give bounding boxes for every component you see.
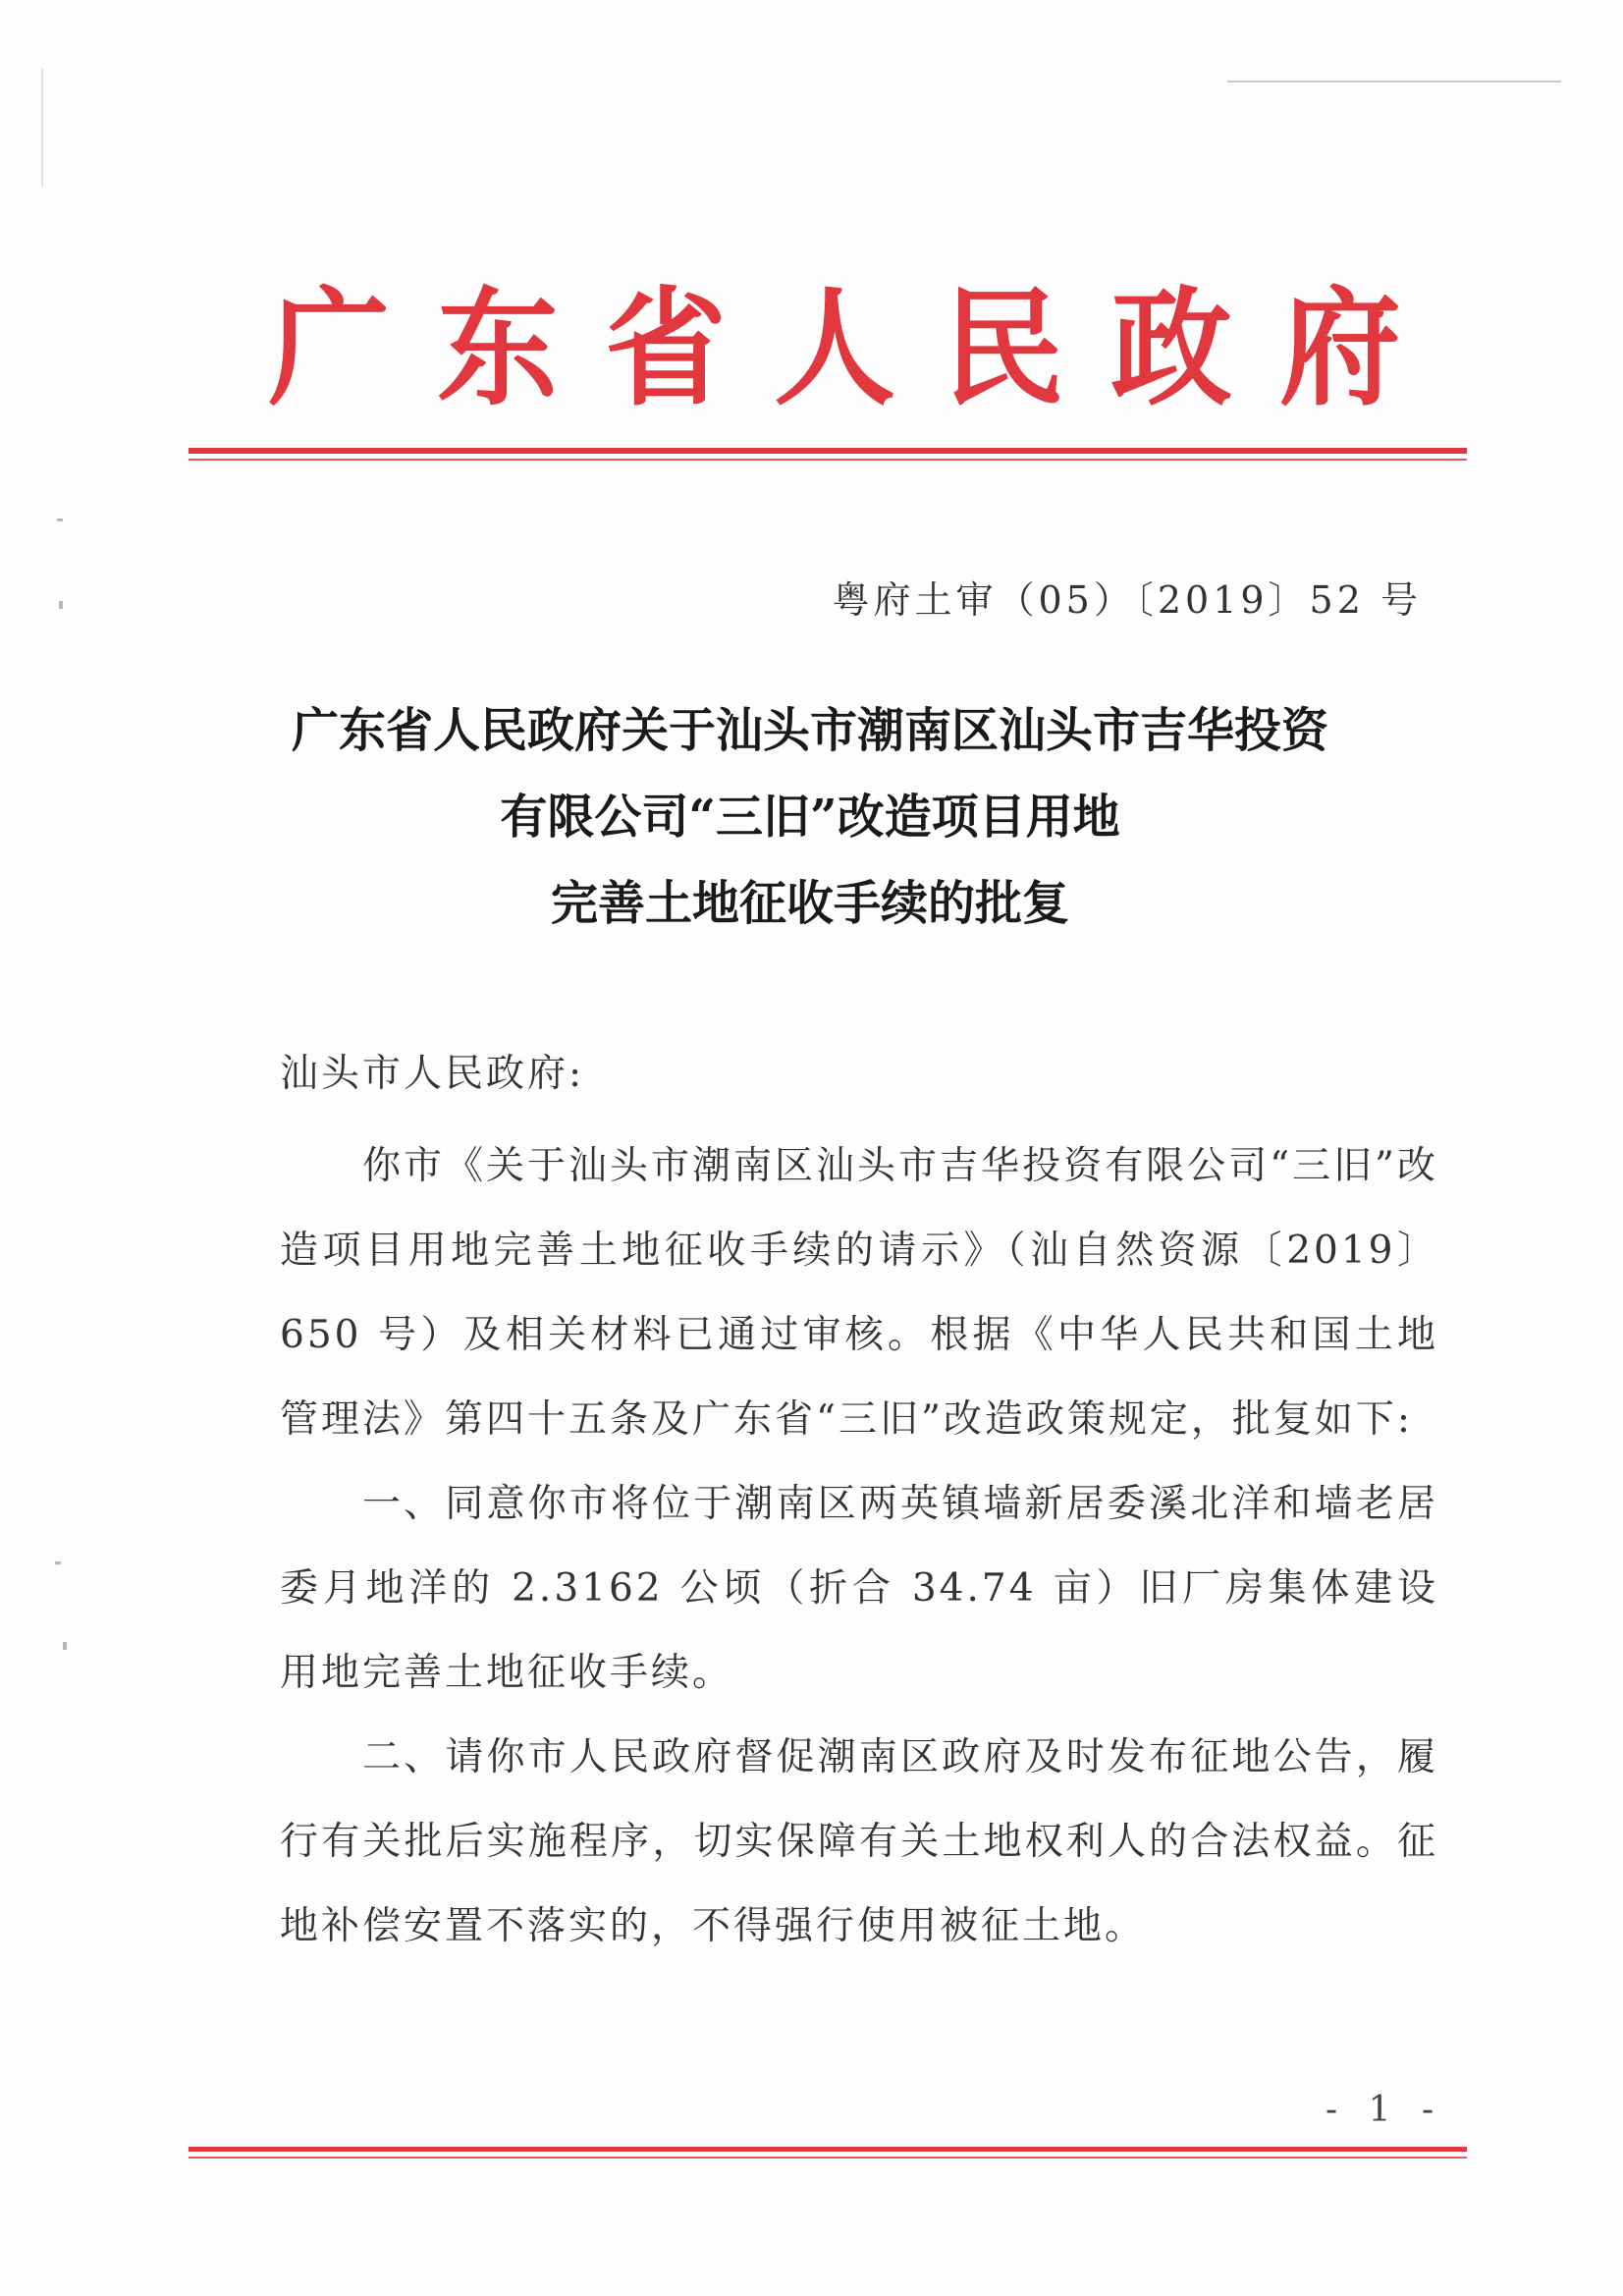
letterhead-red-rule-thin	[189, 459, 1467, 461]
title-line: 广东省人民政府关于汕头市潮南区汕头市吉华投资	[291, 703, 1328, 758]
addressee: 汕头市人民政府:	[280, 1052, 585, 1096]
letterhead-char: 人	[774, 273, 895, 423]
body-paragraph: 你市《关于汕头市潮南区汕头市吉华投资有限公司“三旧”改造项目用地完善土地征收手续的请示》（汕自然资源〔2019〕650 号）及相关材料已通过审核。根据《中华人民共和国土地管理法》第四十五条及广东省“三旧”改造政策规定，批复如下:	[280, 1144, 1438, 1442]
footer-red-rule	[189, 2147, 1467, 2152]
scan-speck	[59, 601, 63, 609]
letterhead-char: 东	[436, 273, 559, 423]
letterhead-char: 民	[942, 273, 1064, 423]
document-title	[157, 687, 1463, 947]
scan-speck	[57, 519, 63, 521]
body-paragraph: 二、请你市人民政府督促潮南区政府及时发布征地公告，履行有关批后实施程序，切实保障有关土地权利人的合法权益。征地补偿安置不落实的，不得强行使用被征土地。	[280, 1735, 1438, 1948]
letterhead-char: 府	[1279, 273, 1401, 423]
title-line: 完善土地征收手续的批复	[550, 876, 1069, 931]
letterhead-char: 省	[605, 273, 728, 423]
body-paragraph: 一、同意你市将位于潮南区两英镇墙新居委溪北洋和墙老居委月地洋的 2.3162 公顷（折合 34.74 亩）旧厂房集体建设用地完善土地征收手续。	[280, 1482, 1438, 1695]
document-number: 粤府土审（05）〔2019〕52 号	[832, 578, 1422, 622]
scan-artifact-line	[41, 69, 43, 187]
letterhead-char: 广	[268, 273, 390, 423]
page-number: - 1 -	[1325, 2090, 1444, 2130]
scan-speck	[55, 1561, 61, 1564]
document-body	[280, 1124, 1438, 1969]
letterhead-char: 政	[1110, 273, 1233, 423]
footer-red-rule-thin	[189, 2157, 1467, 2159]
scan-artifact-line	[1227, 81, 1561, 82]
title-line: 有限公司“三旧”改造项目用地	[500, 790, 1120, 845]
letterhead-red-rule	[189, 448, 1467, 454]
scan-speck	[63, 1642, 67, 1650]
letterhead-title	[265, 275, 1404, 422]
